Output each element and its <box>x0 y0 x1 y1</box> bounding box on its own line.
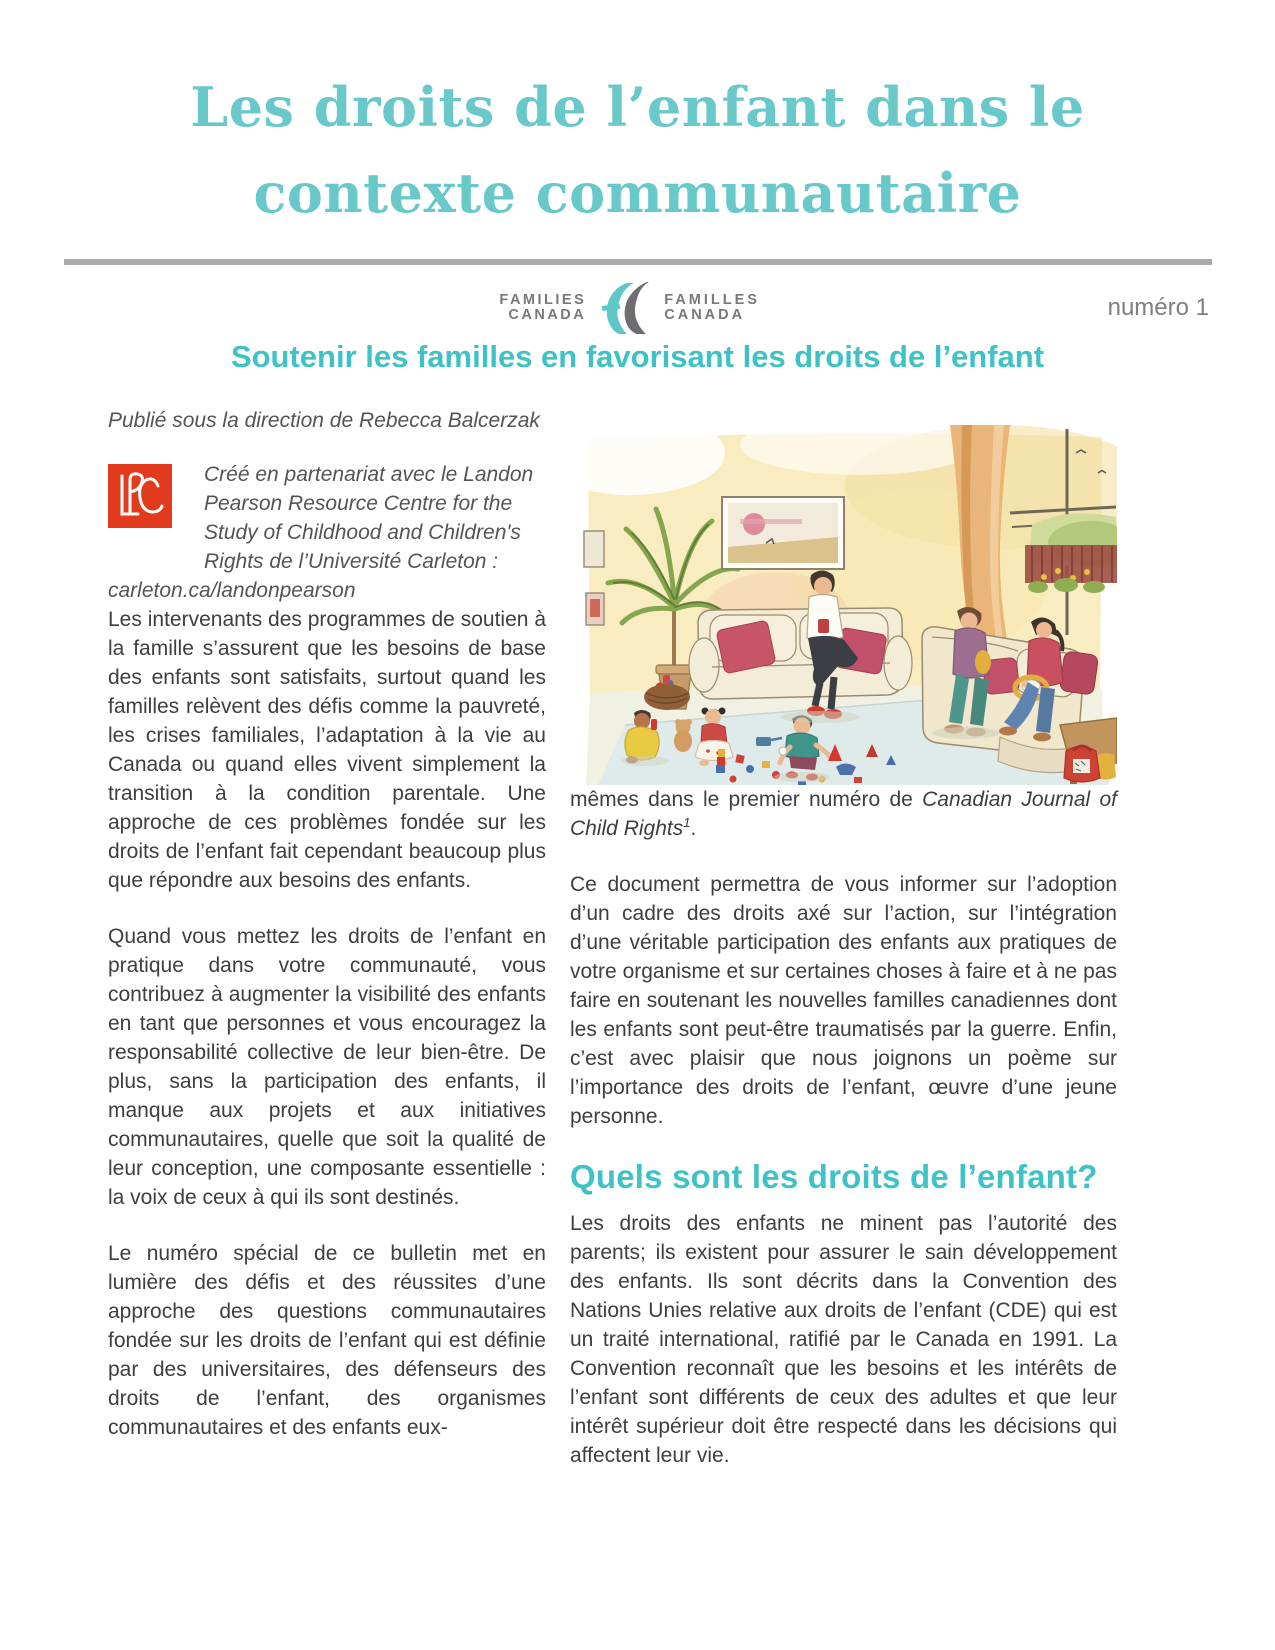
logo-text-french: FAMILLES CANADA <box>664 292 760 323</box>
watercolour-family-centre-illustration <box>570 425 1117 785</box>
footnote-reference: 1 <box>683 815 691 830</box>
partner-text: Créé en partenariat avec le Landon Pearson Resource Centre for the Study of Childhood and Children's Rights de l’Université Carleton : carleton.ca/landonpearson <box>108 463 534 602</box>
logo-text-english: FAMILIES CANADA <box>499 292 587 323</box>
lpc-monogram-icon <box>108 464 172 528</box>
continuation-prefix: mêmes dans le premier numéro de <box>570 788 923 811</box>
right-column <box>570 425 1117 1470</box>
paragraph: Les intervenants des programmes de soutien à la famille s’assurent que les besoins de base des enfants sont satisfaits, surtout quand les familles relèvent des défis comme la pauvreté, les crises familiales, l’adaptation à la vie au Canada ou quand elles vivent simplement la transition à la condition parentale. Une approche de ces problèmes fondée sur les droits de l’enfant fait cependant beaucoup plus que répondre aux besoins des enfants. <box>108 608 546 892</box>
paragraph: Ce document permettra de vous informer sur l’adoption d’un cadre des droits axé sur l’action, sur l’intégration d’une véritable participation des enfants aux pratiques de votre organisme et sur certaines choses à faire et à ne pas faire en soutenant les nouvelles familles canadiennes dont les enfants sont peut-être traumatisés par la guerre. Enfin, c’est avec plaisir que nous joignons un poème sur l’importance des droits de l’enfant, œuvre d’une jeune personne. <box>570 873 1117 1128</box>
journal-title: Canadian Journal of Child Rights <box>570 788 1117 840</box>
paragraph: Le numéro spécial de ce bulletin met en lumière des défis et des réussites d’une approche des questions communautaires fondée sur les droits de l’enfant qui est définie par des universitaires, des défenseurs des droits de l’enfant, des organismes communautaires et des enfants eux- <box>108 1242 546 1439</box>
partner-credit <box>108 460 546 605</box>
masthead-divider <box>64 259 1212 265</box>
families-canada-fc-swoosh-icon <box>594 282 656 334</box>
page-title <box>0 64 1275 236</box>
left-column <box>108 406 546 1469</box>
families-canada-logo <box>499 282 760 334</box>
article-subtitle: Soutenir les familles en favorisant les droits de l’enfant <box>230 339 1045 374</box>
byline: Publié sous la direction de Rebecca Balcerzak <box>108 409 540 432</box>
paragraph: Quand vous mettez les droits de l’enfant en pratique dans votre communauté, vous contribuez à augmenter la visibilité des enfants en tant que personnes et vous encouragez la responsabilité collective de leur bien-être. De plus, sans la participation des enfants, il manque aux projets et aux initiatives communautaires, quelle que soit la qualité de leur conception, une composante essentielle : la voix de ceux à qui ils sont destinés. <box>108 925 546 1209</box>
continuation-suffix: . <box>690 817 697 840</box>
brand-row <box>0 280 1275 336</box>
page-title-line1: Les droits de l’enfant dans le <box>190 75 1085 139</box>
page-title-line2: contexte communautaire <box>253 161 1022 225</box>
landon-pearson-lpc-logo <box>108 464 172 528</box>
issue-number: numéro 1 <box>1107 294 1209 321</box>
section-heading: Quels sont les droits de l’enfant? <box>570 1158 1098 1195</box>
paragraph: Les droits des enfants ne minent pas l’autorité des parents; ils existent pour assurer le sain développement des enfants. Ils sont décrits dans la Convention des Nations Unies relative aux droits de l’enfant (CDE) qui est un traité international, ratifié par le Canada en 1991. La Convention reconnaît que les besoins et les intérêts de l’enfant sont différents de ceux des adultes et que leur intérêt supérieur doit être respecté dans les décisions qui affectent leur vie. <box>570 1212 1117 1467</box>
continuation-paragraph <box>570 785 1117 843</box>
